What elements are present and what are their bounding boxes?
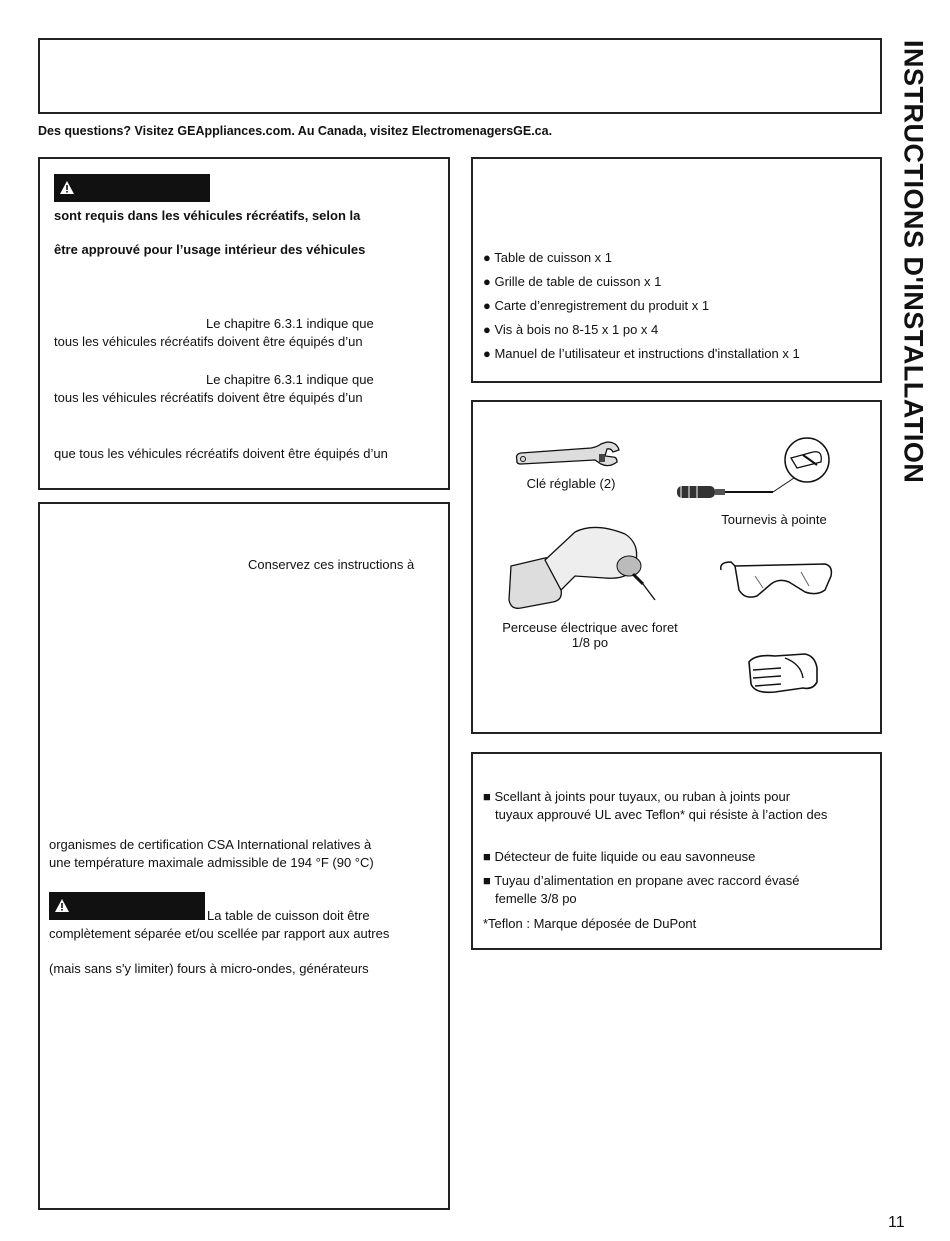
materials-item-cont: femelle 3/8 po [495,891,577,906]
materials-item: ■ Détecteur de fuite liquide ou eau savonneuse [483,849,756,864]
info-box [38,502,450,1210]
wrench-icon [513,440,623,474]
warning-line: Le chapitre 6.3.1 indique que [206,372,374,387]
drill-label-line: Perceuse électrique avec foret [502,620,678,635]
warning-icon [60,181,74,194]
info-line: une température maximale admissible de 194 °F (90 °C) [49,855,374,870]
drill-label [487,620,693,650]
warning-banner [49,892,205,920]
warning-line: tous les véhicules récréatifs doivent être équipés d’un [54,334,363,349]
parts-item: ● Carte d’enregistrement du produit x 1 [483,298,710,313]
warning-box [38,157,450,490]
screwdriver-icon [673,428,833,508]
header-box [38,38,882,114]
materials-item-cont: tuyaux approuvé UL avec Teflon* qui résiste à l’action des [495,807,828,822]
wrench-label: Clé réglable (2) [526,476,616,491]
materials-box [471,752,882,950]
page-number: 11 [888,1214,905,1231]
warning-line: Le chapitre 6.3.1 indique que [206,316,374,331]
side-title: INSTRUCTIONS D'INSTALLATION [898,40,929,484]
safety-glasses-icon [717,552,835,606]
parts-item: ● Table de cuisson x 1 [483,250,613,265]
gloves-icon [745,648,821,698]
contact-line: Des questions? Visitez GEAppliances.com. Au Canada, visitez ElectromenagersGE.ca. [38,124,553,138]
info-line: (mais sans s'y limiter) fours à micro-ondes, générateurs [49,961,369,976]
warning-line: être approuvé pour l’usage intérieur des véhicules [54,242,366,257]
drill-label-line: 1/8 po [571,635,609,650]
parts-item: ● Vis à bois no 8-15 x 1 po x 4 [483,322,659,337]
materials-item: ■ Scellant à joints pour tuyaux, ou ruban à joints pour [483,789,791,804]
screwdriver-label: Tournevis à pointe [721,512,827,527]
tools-box [471,400,882,734]
warning-line: sont requis dans les véhicules récréatifs, selon la [54,208,361,223]
parts-item: ● Manuel de l’utilisateur et instructions d'installation x 1 [483,346,800,361]
warning-banner [54,174,210,202]
info-line: Conservez ces instructions à [248,557,415,572]
drill-icon [505,520,665,610]
warning-icon [55,899,69,912]
info-line: organismes de certification CSA International relatives à [49,837,372,852]
warning-line: que tous les véhicules récréatifs doivent être équipés d’un [54,446,388,461]
info-line: La table de cuisson doit être [207,908,370,923]
materials-footnote: *Teflon : Marque déposée de DuPont [483,916,697,931]
warning-line: tous les véhicules récréatifs doivent être équipés d’un [54,390,363,405]
parts-item: ● Grille de table de cuisson x 1 [483,274,662,289]
materials-item: ■ Tuyau d’alimentation en propane avec raccord évasé [483,873,800,888]
info-line: complètement séparée et/ou scellée par rapport aux autres [49,926,390,941]
parts-box [471,157,882,383]
